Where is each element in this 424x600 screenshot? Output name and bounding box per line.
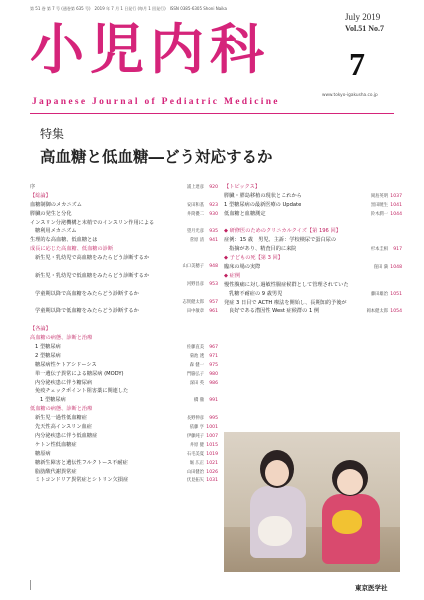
toc-entry — [30, 316, 218, 325]
toc-entry-title: 低血糖の病態、診断と治療 — [30, 406, 93, 413]
toc-entry — [224, 281, 402, 290]
journal-subtitle: Japanese Journal of Pediatric Medicine — [32, 97, 280, 107]
toc-left-column — [30, 183, 218, 485]
toc-entry-title: 良好である潜因性 West 症候群の 1 例 — [229, 308, 320, 315]
toc-entry-title: 発症 3 日目で ACTH 療法を開始し、長期知的予後が — [224, 299, 347, 306]
toc-entry-author: 長野伸彦 — [186, 416, 204, 422]
toc-entry-author: 田中敏章 — [186, 309, 204, 315]
toc-entry-title: 単一遺伝子異常による糖尿病 (MODY) — [35, 370, 124, 377]
toc-entry-page: 917 — [393, 247, 402, 253]
toc-entry — [224, 307, 402, 316]
toc-entry — [30, 219, 218, 228]
yellow-toy — [332, 510, 362, 534]
toc-entry — [30, 387, 218, 396]
toc-entry-page: 980 — [209, 371, 218, 377]
toc-entry-title: 【総論】 — [30, 192, 51, 199]
toc-entry-page: 920 — [209, 185, 218, 190]
toc-entry-page: 953 — [209, 281, 218, 287]
toc-entry-title: ◆ 症例 — [224, 272, 241, 279]
toc-entry — [224, 299, 402, 308]
toc-entry-page: 971 — [209, 353, 218, 359]
toc-entry — [30, 245, 218, 254]
toc-entry — [30, 299, 218, 308]
toc-entry — [224, 263, 402, 272]
toc-entry — [30, 263, 218, 272]
toc-entry-title: 血糖制御のメカニズム — [30, 201, 82, 208]
toc-entry — [30, 307, 218, 316]
toc-entry-title: 低血糖と血糖測定 — [224, 210, 266, 217]
toc-entry-page: 1051 — [390, 291, 402, 297]
toc-entry-page: 948 — [209, 264, 218, 270]
toc-entry-author: 菅原 清 — [189, 238, 204, 244]
toc-entry-title: 序 — [30, 184, 36, 190]
toc-entry — [30, 254, 218, 263]
issue-volume: Vol.51 No.7 — [345, 24, 385, 33]
toc-entry-author: 石毛美夏 — [186, 451, 204, 457]
toc-entry-author: 岡本健太郎 — [366, 309, 388, 315]
toc-entry — [30, 441, 218, 450]
toc-entry-page: 1015 — [206, 442, 218, 448]
toc-entry-title: 内分泌疾患に伴う糖尿病 — [35, 379, 93, 386]
toc-entry-page: 1041 — [390, 202, 402, 208]
toc-entry-title: 糖尿病性ケトアシドーシス — [35, 361, 97, 368]
toc-entry-page: 923 — [209, 202, 218, 208]
toc-entry — [224, 192, 402, 201]
toc-entry — [30, 414, 218, 423]
toc-entry-author: 志賀健太郎 — [182, 299, 204, 305]
toc-entry-author: 井筒優二 — [186, 211, 204, 217]
toc-entry-author: 岡島英明 — [370, 193, 388, 199]
toc-entry-author: 門脇弘子 — [186, 371, 204, 377]
toc-entry-title: ◆ 子どもの死【第 3 回】 — [224, 255, 283, 262]
toc-entry — [30, 361, 218, 370]
toc-entry — [224, 227, 402, 236]
toc-entry-title: 乳糖不耐症の 9 歳男児 — [229, 290, 283, 297]
toc-entry-page: 1021 — [206, 460, 218, 466]
toc-entry-title: 【トピックス】 — [224, 184, 261, 190]
toc-entry — [30, 476, 218, 485]
toc-entry-title: 先天性高インスリン血症 — [35, 424, 92, 431]
toc-entry-title: 新生児一過性低血糖症 — [35, 415, 87, 422]
toc-entry-author: 浦上達彦 — [186, 185, 204, 190]
toc-entry-page: 941 — [209, 238, 218, 244]
toc-entry — [30, 432, 218, 441]
toc-entry-title: 慢性腹痛に対し過敏性腸症候群として管理されていた — [224, 281, 349, 288]
toc-entry — [30, 423, 218, 432]
child-face — [337, 469, 363, 495]
issue-number: 7 — [349, 46, 365, 82]
toc-entry-author: 河野昌彦 — [186, 281, 204, 287]
toc-entry-title: 学童期以降で低血糖をみたらどう診断するか — [35, 308, 139, 315]
toc-entry-page: 1054 — [390, 309, 402, 315]
toc-entry — [224, 272, 402, 281]
toc-entry-title: 指摘があり、精査目的に来院 — [229, 246, 297, 253]
toc-entry-author: 菊池 透 — [189, 353, 204, 359]
toc-entry — [30, 272, 218, 281]
toc-entry — [30, 210, 218, 219]
toc-entry — [30, 352, 218, 361]
toc-entry-title: 新生児・乳幼児で高血糖をみたらどう診断するか — [35, 255, 150, 262]
toc-entry — [224, 245, 402, 254]
toc-entry — [30, 459, 218, 468]
toc-entry-title: 1 型糖尿病 — [35, 344, 61, 351]
toc-entry-title: 生理的な高血糖、低血糖とは — [30, 237, 98, 244]
toc-entry-page: 1044 — [390, 211, 402, 217]
toc-entry-author: 深田 英 — [189, 380, 204, 386]
toc-entry — [30, 396, 218, 405]
toc-entry-title: 【各論】 — [30, 326, 51, 333]
toc-entry-author: 黒田暁生 — [370, 202, 388, 208]
toc-entry — [30, 450, 218, 459]
toc-entry-title: 糖利用メカニズム — [35, 228, 77, 235]
toc-entry-author: 橋 徹 — [194, 398, 204, 404]
toc-entry-title: 2 型糖尿病 — [35, 352, 61, 359]
toc-entry — [30, 405, 218, 414]
toc-entry-title: インスリン分泌機構と末梢でのインスリン作用による — [30, 219, 155, 226]
toc-entry-title: 内分泌疾患に伴う低血糖症 — [35, 432, 98, 439]
toc-entry-title: 糖原病 — [35, 450, 51, 457]
toc-entry-title: ケトン性低血糖症 — [35, 441, 77, 448]
toc-entry-author: 井原 健 — [189, 442, 204, 448]
toc-entry-page: 967 — [209, 345, 218, 351]
toc-entry — [224, 210, 402, 219]
toc-entry-author: 堀 広正 — [189, 460, 204, 466]
child-face — [265, 460, 289, 486]
toc-entry-title: 膵臓の発生と分化 — [30, 210, 72, 217]
journal-title: 小児内科 — [30, 17, 270, 81]
toc-entry-author: 山口美穂子 — [182, 264, 204, 270]
toc-entry-page: 1048 — [390, 265, 402, 271]
toc-entry-title: ◆ 研修医のためのクリニカルクイズ【第 196 回】 — [224, 228, 341, 235]
toc-right-column — [224, 183, 402, 316]
cover-photo — [224, 432, 400, 572]
toc-entry — [224, 183, 402, 192]
toc-entry-page: 991 — [209, 398, 218, 404]
toc-entry-author: 鈴木潤一 — [370, 211, 388, 217]
toc-entry-page: 1007 — [206, 433, 218, 439]
toc-entry — [224, 201, 402, 210]
feature-title: 高血糖と低血糖―どう対応するか — [40, 148, 273, 166]
issue-month: July 2019 — [345, 12, 381, 22]
toc-entry-author: 伊藤純子 — [186, 433, 204, 439]
toc-entry-page: 930 — [209, 211, 218, 217]
toc-entry-page: 957 — [209, 299, 218, 305]
toc-entry-page: 995 — [209, 416, 218, 422]
toc-entry-page: 986 — [209, 380, 218, 386]
toc-entry — [30, 379, 218, 388]
toc-entry-page: 1001 — [206, 425, 218, 431]
stuffed-bear — [258, 516, 292, 546]
toc-entry-title: 膵臓・膵島移植の現状とこれから — [224, 192, 302, 199]
toc-entry-title: 1 型糖尿病の最新医療の Update — [224, 201, 302, 208]
toc-entry — [30, 334, 218, 343]
toc-entry-title: 症例：15 歳 男児、主訴：学校検尿で蛋白尿の — [224, 237, 337, 244]
toc-entry — [30, 370, 218, 379]
toc-entry — [30, 192, 218, 201]
toc-entry-title: 脂肪酸代謝異常症 — [35, 468, 77, 475]
toc-entry — [30, 343, 218, 352]
toc-entry — [30, 325, 218, 334]
toc-entry-author: 望月光彦 — [186, 229, 204, 235]
toc-entry-author: 窪田 満 — [373, 265, 388, 271]
toc-entry-page: 1037 — [390, 193, 402, 199]
toc-entry — [224, 219, 402, 228]
toc-entry-title: 成長に応じた高血糖、低血糖の診断 — [30, 246, 114, 253]
toc-entry-author: 杉本圭相 — [370, 247, 388, 253]
toc-entry-title: 新生児・乳幼児で低血糖をみたらどう診断するか — [35, 272, 150, 279]
toc-entry-page: 1031 — [206, 478, 218, 484]
toc-entry-author: 安田和基 — [186, 202, 204, 208]
toc-entry — [30, 281, 218, 290]
toc-entry-page: 975 — [209, 362, 218, 368]
toc-entry-page: 1019 — [206, 451, 218, 457]
toc-entry-page: 961 — [209, 309, 218, 315]
toc-entry-author: 森 健一 — [189, 362, 204, 368]
toc-entry-title: 高血糖の病態、診断と治療 — [30, 335, 93, 342]
toc-entry-author: 依藤 亨 — [189, 425, 204, 431]
toc-entry-title: 学童期以降で高血糖をみたらどう診断するか — [35, 290, 139, 297]
toc-entry-page: 935 — [209, 229, 218, 235]
toc-entry-author: 佐藤直美 — [186, 345, 204, 351]
topline: 第 51 巻 第 7 号 (通巻第 635 号) 2019 年 7 月 1 日発行 (毎月 1 回発行) ISSN 0385-6305 Shoni Naika — [30, 6, 227, 11]
feature-label: 特集 — [40, 127, 65, 141]
toc-entry — [224, 290, 402, 299]
publisher-url: www.tokyo-igakusha.co.jp — [322, 93, 378, 98]
toc-entry — [30, 183, 218, 192]
toc-entry-author: 伏見拓矢 — [186, 478, 204, 484]
toc-entry — [30, 201, 218, 210]
toc-entry — [224, 254, 402, 263]
toc-entry-author: 山田健治 — [186, 469, 204, 475]
toc-entry — [30, 468, 218, 477]
toc-entry — [30, 290, 218, 299]
toc-entry — [30, 236, 218, 245]
publisher-name: 東京医学社 — [355, 584, 388, 592]
toc-entry-page: 1026 — [206, 469, 218, 475]
toc-entry-title: 免疫チェックポイント阻害薬に関連した — [35, 388, 129, 395]
toc-entry-title: 臨床の場の実際 — [224, 264, 261, 271]
toc-entry-author: 藤田雄治 — [370, 291, 388, 297]
header-divider — [30, 113, 394, 114]
toc-entry-title: 糖新生障害と遺伝性フルクトース不耐症 — [35, 459, 128, 466]
barcode-mark — [30, 580, 36, 590]
toc-entry — [224, 236, 402, 245]
toc-entry — [30, 227, 218, 236]
toc-entry-title: ミトコンドリア異常症とシトリン欠損症 — [35, 477, 129, 484]
toc-entry-title: 1 型糖尿病 — [40, 397, 66, 404]
